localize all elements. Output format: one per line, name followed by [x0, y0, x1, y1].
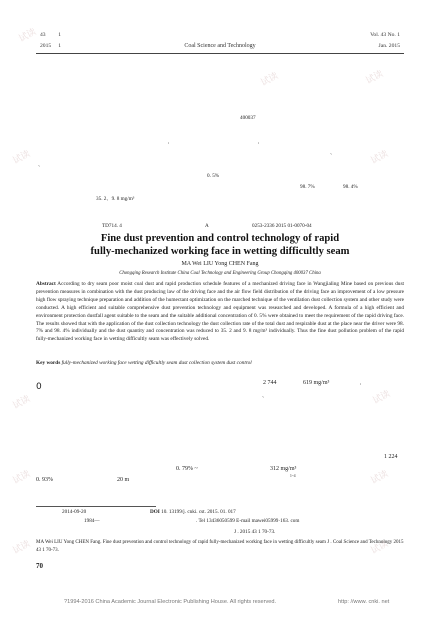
cn-additive-pct: 0. 5% — [207, 173, 220, 179]
citation-cn: J . 2015 43 1 70-73. — [234, 529, 276, 535]
watermark: 试读 — [369, 539, 391, 557]
doi-value: 10. 13199/j. cnki. cst. 2015. 01. 017 — [161, 509, 236, 515]
watermark: 试读 — [11, 469, 33, 487]
abstract-text: According to dry seam poor moist coal dust and rapid production schedule features of a mechanized driving face in Wangjialing Mine based on previous dust prevention measures in combination with the dust producing law of the driving face and the air flow field distribution of the driving face an improvement of a low pressure high flow spraying technique preparation and addition of the humectant optimization on the marched technique of the ventilation dust collection system and other study were conducted. A high efficient and suitable comprehensive dust prevention technology and equipment was researched and developed. A formula of a high efficient and environment protection dustfall agent suitable to the seam and the suitable additional concentration of 0. 5% were obtained to meet the requirement of the rapid driving face. The results showed that with the application of the dust collection technology the dust collection rate of the total dust and respirable dust at the place near the driver were 98. 7% and 98. 4% individually and the dust quantity and concentration was reduced to 35. 2 and 9. 8 mg/m³ individually. Thus the fine dust pollution problem of the rapid fully-mechanized working face in wetting difficultly seam was effectively solved. — [36, 281, 404, 343]
cn-rate-resp: 98. 4% — [343, 184, 358, 190]
cn-rate-total: 98. 7% — [300, 184, 315, 190]
header-vol-no: Vol. 43 No. 1 — [370, 32, 400, 38]
issn-line: 0253-2336 2015 01-0070-04 — [252, 223, 312, 229]
abstract-label: Abstract — [36, 281, 56, 287]
affiliation: Chongqing Research Institute China Coal Technology and Engineering Group Chongqing 400037 China — [119, 271, 321, 276]
doi — [150, 509, 236, 517]
cn-punct: 、 — [38, 162, 44, 168]
header-date: Jan. 2015 — [378, 43, 400, 49]
citation-ref: 1~4 — [290, 474, 296, 478]
watermark: 试读 — [364, 69, 386, 87]
watermark: 试读 — [259, 71, 281, 89]
keywords-label: Key words — [36, 360, 61, 366]
header-year: 2015 1 — [40, 43, 61, 49]
header-volume: 43 1 — [40, 32, 61, 38]
header-rule — [36, 53, 404, 54]
body-value: 619 mg/m³ — [303, 380, 330, 386]
received-date: 2014-09-20 — [62, 509, 87, 515]
watermark: 试读 — [369, 469, 391, 487]
body-value: 20 m — [117, 477, 130, 483]
cn-punct: 、 — [330, 150, 336, 156]
doi-label: DOI — [150, 509, 160, 515]
watermark: 试读 — [11, 149, 33, 167]
citation-en: MA Wei LIU Yong CHEN Fang. Fine dust prevention and control technology of rapid fully-mechanized working face in wetting difficultly seam J . Coal Science and Technology 2015 43 1 70-73. — [36, 540, 404, 553]
keywords-text: fully-mechanized working face wetting difficultly seam dust collection system dust control — [61, 360, 252, 366]
body-value: 1 224 — [384, 454, 398, 460]
authors: MA Wei LIU Yong CHEN Fang — [181, 261, 259, 267]
footnote-rule — [36, 506, 156, 507]
page-number: 70 — [36, 562, 43, 570]
body-value: 312 mg/m³ — [270, 466, 297, 472]
doc-code: A — [205, 223, 209, 229]
watermark: 试读 — [17, 27, 39, 45]
paper-title-line2: fully-mechanized working face in wetting difficultly seam — [90, 246, 350, 257]
abstract — [36, 281, 404, 344]
cn-punct: , — [258, 139, 260, 145]
copyright-url: http: //www. cnki. net — [338, 599, 390, 605]
author-contact: . Tel 13436050599 E-mail mawei05999·163. com — [196, 518, 300, 524]
watermark: 试读 — [11, 394, 33, 412]
body-punct: , — [360, 380, 362, 386]
body-value: 0. 93% — [36, 477, 53, 483]
watermark: 试读 — [11, 539, 33, 557]
cn-punct: , — [168, 139, 170, 145]
keywords — [36, 360, 252, 366]
body-value: 2 744 — [263, 380, 277, 386]
section-number: 0 — [36, 382, 42, 392]
watermark: 试读 — [369, 149, 391, 167]
header-journal: Coal Science and Technology — [184, 43, 256, 49]
body-value: 0. 79% ~ — [176, 466, 198, 472]
copyright-text: ?1994-2016 China Academic Journal Electronic Publishing House. All rights reserved. — [64, 599, 277, 605]
paper-title-line1: Fine dust prevention and control technology of rapid — [100, 233, 340, 244]
cn-concentration: 35. 2、9. 8 mg/m³ — [96, 196, 135, 202]
cn-postcode: 400037 — [240, 115, 256, 121]
watermark: 试读 — [371, 389, 393, 407]
class-number: TD714. 4 — [102, 223, 122, 229]
author-born: 1984— — [84, 518, 100, 524]
body-punct: 、 — [262, 393, 268, 399]
